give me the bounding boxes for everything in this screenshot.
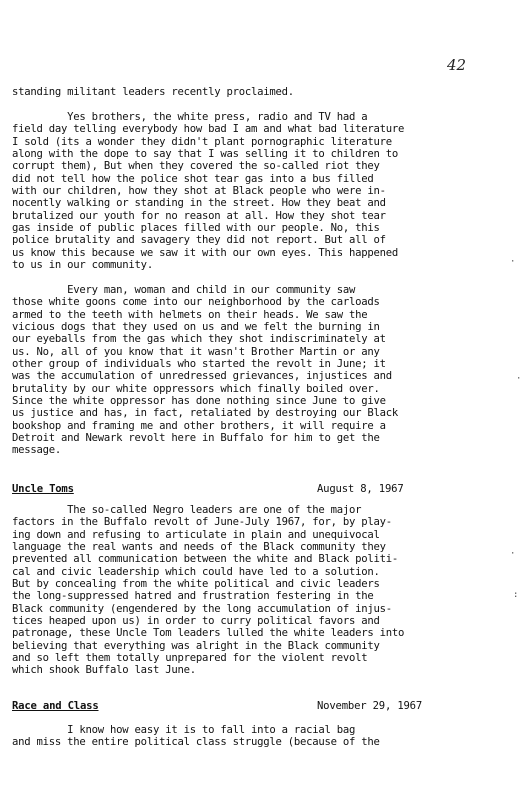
scan-speck: ·	[510, 257, 516, 267]
section-heading-row	[12, 700, 517, 712]
section-body: I know how easy it is to fall into a racial bag and miss the entire political class struggle (because of the	[12, 724, 380, 749]
intro-line: standing militant leaders recently proclaimed.	[12, 86, 294, 98]
section-heading: Race and Class	[12, 700, 99, 712]
section-heading: Uncle Toms	[12, 483, 74, 495]
paragraph-press: Yes brothers, the white press, radio and TV had a field day telling everybody how bad I am and what bad literature I sold (its a wonder they didn't plant pornographic literature along with the dope to say that I was selling it to children to corrupt them), But when they covered the so-called riot they did not tell how the police shot tear gas into a bus filled with our children, how they shot at Black people who were in- nocently walking or standing in the street. How they beat and brutalized our youth for no reason at all. How they shot tear gas inside of public places filled with our people. No, this police brutality and savagery they did not report. But all of us know this because we saw it with our own eyes. This happened to us in our community.	[12, 111, 405, 272]
scan-speck: :	[513, 590, 519, 600]
section-body: The so-called Negro leaders are one of the major factors in the Buffalo revolt of June-July 1967, for, by play- ing down and refusing to articulate in plain and unequivocal language the real wants and needs of the Black community they prevented all communication between the white and Black politi- cal and civic leadership which could have led to a solution. But by concealing from the white political and civic leaders the long-suppressed hatred and frustration festering in the Black community (engendered by the long accumulation of injus- tices heaped upon us) in order to curry political favors and patronage, these Uncle Tom leaders lulled the white leaders into believing that everything was alright in the Black community and so left them totally unprepared for the violent revolt which shook Buffalo last June.	[12, 504, 405, 677]
paragraph-community: Every man, woman and child in our community saw those white goons come into our neighborhood by the carloads armed to the teeth with helmets on their heads. We saw the vicious dogs that they used on us and we felt the burning in our eyeballs from the gas which they shot indiscriminately at us. No, all of you know that it wasn't Brother Martin or any other group of individuals who started the revolt in June; it was the accumulation of unredressed grievances, injustices and brutality by our white oppressors which finally boiled over. Since the white oppressor has done nothing since June to give us justice and has, in fact, retaliated by destroying our Black bookshop and framing me and other brothers, it will require a Detroit and Newark revolt here in Buffalo for him to get the message.	[12, 284, 399, 457]
scan-speck: ·	[516, 374, 522, 384]
scan-speck: ·	[510, 549, 516, 559]
section-date: November 29, 1967	[317, 700, 423, 712]
section-heading-row	[12, 483, 517, 495]
section-date: August 8, 1967	[317, 483, 404, 495]
page-number: 42	[447, 56, 467, 74]
